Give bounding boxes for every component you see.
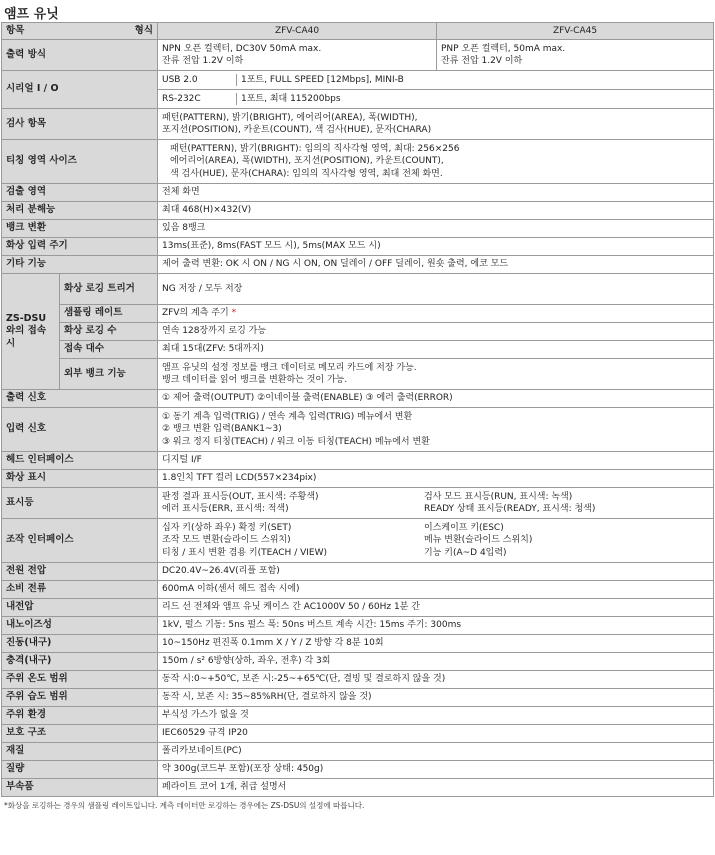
row-serial-usb: [2, 71, 714, 90]
indicator-right: [424, 491, 595, 516]
rs-value: 1포트, 최대 115200bps: [236, 93, 341, 106]
row-operation: [2, 519, 714, 563]
sub-label: 화상 로깅 트리거: [60, 274, 158, 305]
row-value: 연속 128장까지 로깅 가능: [158, 323, 714, 341]
row-label: 부속품: [2, 779, 158, 797]
indicator-left: [162, 491, 424, 516]
operation-right: [424, 522, 532, 560]
row-label: 출력 방식: [2, 40, 158, 71]
row-weight: [2, 761, 714, 779]
sampling-value: ZFV의 계측 주기: [162, 308, 229, 319]
row-withstand: [2, 599, 714, 617]
row-accessories: [2, 779, 714, 797]
row-temp: [2, 671, 714, 689]
row-value: 폴리카보네이트(PC): [158, 743, 714, 761]
usb-name: USB 2.0: [162, 74, 198, 85]
row-label: 입력 신호: [2, 408, 158, 452]
cell-line: 조작 모드 변환(슬라이드 스위치): [162, 535, 291, 546]
row-value: DC20.4V~26.4V(리플 포함): [158, 563, 714, 581]
row-value: 있음 8뱅크: [158, 220, 714, 238]
row-value: [158, 488, 714, 519]
row-value: 동작 시:0~+50℃, 보존 시:-25~+65℃(단, 결빙 및 결로하지 않을 것): [158, 671, 714, 689]
row-env: [2, 707, 714, 725]
row-value: 600mA 이하(센서 헤드 접속 시에): [158, 581, 714, 599]
row-value: [158, 359, 714, 390]
cell-line: 뱅크 데이터를 읽어 뱅크를 변환하는 것이 가능.: [162, 375, 348, 385]
sub-label: 샘플링 레이트: [60, 305, 158, 323]
row-value: [158, 109, 714, 140]
serial-sub-cell: [158, 90, 714, 109]
cell-line: 메뉴 변환(슬라이드 스위치): [424, 535, 533, 546]
row-teach-area: [2, 140, 714, 184]
footnote: *화상을 로깅하는 경우의 샘플링 레이트입니다. 계측 데이터만 로깅하는 경우에는 ZS-DSU의 설정에 따릅니다.: [4, 801, 365, 810]
row-zsdsu-sampling: [2, 305, 714, 323]
cell-line: 포지션(POSITION), 카운트(COUNT), 색 검사(HUE), 문자(CHARA): [162, 125, 432, 135]
row-vibration: [2, 635, 714, 653]
row-label: 소비 전류: [2, 581, 158, 599]
row-value: 최대 15대(ZFV: 5대까지): [158, 341, 714, 359]
row-value: 150m / s² 6방향(상하, 좌우, 전후) 각 3회: [158, 653, 714, 671]
cell-line: 색 검사(HUE), 문자(CHARA): 임의의 직사각형 영역, 최대 전체 화면.: [170, 168, 443, 179]
sub-label: 외부 뱅크 기능: [60, 359, 158, 390]
cell-line: 십자 키(상하 좌우) 확정 키(SET): [162, 522, 292, 533]
row-label: 내전압: [2, 599, 158, 617]
row-head-if: [2, 452, 714, 470]
row-label: 화상 표시: [2, 470, 158, 488]
row-value: 제어 출력 변환: OK 시 ON / NG 시 ON, ON 딜레이 / OFF 딜레이, 원숏 출력, 에코 모드: [158, 256, 714, 274]
row-label: 헤드 인터페이스: [2, 452, 158, 470]
row-label: 기타 기능: [2, 256, 158, 274]
row-value: [158, 140, 714, 184]
row-label: 표시등: [2, 488, 158, 519]
cell-line: ② 뱅크 변환 입력(BANK1~3): [162, 424, 282, 435]
cell-line: 잔류 전압 1.2V 이하: [162, 56, 244, 66]
cell-line: PNP 오픈 컬렉터, 50mA max.: [441, 43, 566, 54]
serial-sub-cell: [158, 71, 714, 90]
row-value: 동작 시, 보존 시: 35~85%RH(단, 결로하지 않을 것): [158, 689, 714, 707]
spec-table: [1, 22, 714, 797]
row-value: 디지털 I/F: [158, 452, 714, 470]
row-label: 충격(내구): [2, 653, 158, 671]
row-resolution: [2, 202, 714, 220]
row-label: 출력 신호: [2, 390, 158, 408]
cell-line: 기능 키(A~D 4입력): [424, 547, 507, 558]
row-value: ① 제어 출력(OUTPUT) ②이네이블 출력(ENABLE) ③ 에러 출력(ERROR): [158, 390, 714, 408]
rs-name: RS-232C: [162, 93, 201, 104]
row-value: 약 300g(코드부 포함)(포장 상태: 450g): [158, 761, 714, 779]
row-material: [2, 743, 714, 761]
row-label: 조작 인터페이스: [2, 519, 158, 563]
table-header-row: [2, 23, 714, 40]
row-value: 전체 화면: [158, 184, 714, 202]
row-noise: [2, 617, 714, 635]
ca40-output-cell: [158, 40, 437, 71]
row-value: [158, 519, 714, 563]
cell-line: 검사 모드 표시등(RUN, 표시색: 녹색): [424, 491, 573, 502]
row-protection: [2, 725, 714, 743]
row-input-signal: [2, 408, 714, 452]
header-ca40: ZFV-CA40: [158, 23, 437, 40]
row-value: 10~150Hz 편진폭 0.1mm X / Y / Z 방향 각 8분 10회: [158, 635, 714, 653]
row-label: 재질: [2, 743, 158, 761]
row-voltage: [2, 563, 714, 581]
row-label: 검출 영역: [2, 184, 158, 202]
header-item: 항목: [6, 24, 25, 36]
row-label: 주위 온도 범위: [2, 671, 158, 689]
row-detect-area: [2, 184, 714, 202]
row-label: 내노이즈성: [2, 617, 158, 635]
row-display: [2, 470, 714, 488]
row-indicator: [2, 488, 714, 519]
row-output-signal: [2, 390, 714, 408]
row-value: 1.8인치 TFT 컬러 LCD(557×234pix): [158, 470, 714, 488]
cell-line: 잔류 전압 1.2V 이하: [441, 56, 523, 66]
row-value: 페라이트 코어 1개, 취급 설명서: [158, 779, 714, 797]
sub-label: 접속 대수: [60, 341, 158, 359]
row-value: IEC60529 규격 IP20: [158, 725, 714, 743]
cell-line: ③ 워크 정지 티칭(TEACH) / 워크 이동 티칭(TEACH) 메뉴에서 변환: [162, 436, 430, 447]
row-value: 부식성 가스가 없을 것: [158, 707, 714, 725]
row-inspection: [2, 109, 714, 140]
cell-line: 패턴(PATTERN), 밝기(BRIGHT): 임의의 직사각형 영역, 최대: 256×256: [170, 143, 460, 154]
cell-line: 이스케이프 키(ESC): [424, 522, 504, 533]
row-value: NG 저장 / 모두 저장: [158, 274, 714, 305]
row-label: 화상 입력 주기: [2, 238, 158, 256]
row-label: 전원 전압: [2, 563, 158, 581]
cell-line: 에어리어(AREA), 폭(WIDTH), 포지션(POSITION), 카운트(COUNT),: [170, 156, 444, 167]
cell-line: ① 동기 계측 입력(TRIG) / 연속 계측 입력(TRIG) 메뉴에서 변환: [162, 411, 413, 422]
row-value: 13ms(표준), 8ms(FAST 모드 시), 5ms(MAX 모드 시): [158, 238, 714, 256]
row-value: 최대 468(H)×432(V): [158, 202, 714, 220]
row-label: 보호 구조: [2, 725, 158, 743]
row-label: 티칭 영역 사이즈: [2, 140, 158, 184]
cell-line: 티칭 / 표시 변환 겸용 키(TEACH / VIEW): [162, 547, 327, 558]
header-item-cell: [2, 23, 158, 40]
row-label: 검사 항목: [2, 109, 158, 140]
row-label: 처리 분해능: [2, 202, 158, 220]
row-output-method: [2, 40, 714, 71]
row-shock: [2, 653, 714, 671]
page-title: 앰프 유닛: [4, 7, 59, 22]
cell-line: READY 상태 표시등(READY, 표시색: 청색): [424, 504, 596, 514]
row-zsdsu-connect: [2, 341, 714, 359]
row-label: 진동(내구): [2, 635, 158, 653]
operation-left: [162, 522, 424, 560]
header-model: 형식: [134, 24, 153, 36]
cell-line: 패턴(PATTERN), 밝기(BRIGHT), 에어리어(AREA), 폭(WIDTH),: [162, 112, 418, 123]
row-value: 리드 선 전체와 앰프 유닛 케이스 간 AC1000V 50 / 60Hz 1분 간: [158, 599, 714, 617]
row-other: [2, 256, 714, 274]
row-value: [158, 305, 714, 323]
row-humidity: [2, 689, 714, 707]
row-value: 1kV, 펄스 기동: 5ns 펄스 폭: 50ns 버스트 계속 시간: 15ms 주기: 300ms: [158, 617, 714, 635]
row-label: 주위 습도 범위: [2, 689, 158, 707]
footnote-mark: *: [231, 308, 237, 319]
header-ca45: ZFV-CA45: [437, 23, 714, 40]
cell-line: 에러 표시등(ERR, 표시색: 적색): [162, 504, 289, 514]
ca45-output-cell: [437, 40, 714, 71]
sub-label: 화상 로깅 수: [60, 323, 158, 341]
row-zsdsu-count: [2, 323, 714, 341]
row-bank: [2, 220, 714, 238]
cell-line: NPN 오픈 컬렉터, DC30V 50mA max.: [162, 43, 322, 54]
row-input-period: [2, 238, 714, 256]
row-current: [2, 581, 714, 599]
cell-line: 판정 결과 표시등(OUT, 표시색: 주황색): [162, 491, 319, 502]
row-value: [158, 408, 714, 452]
row-label: 질량: [2, 761, 158, 779]
cell-line: 앰프 유닛의 설정 정보를 뱅크 데이터로 메모리 카드에 저장 가능.: [162, 362, 417, 373]
row-label: ZS-DSU 와의 접속 시: [2, 274, 60, 390]
row-label: 뱅크 변환: [2, 220, 158, 238]
usb-value: 1포트, FULL SPEED [12Mbps], MINI-B: [236, 74, 404, 87]
row-zsdsu-trigger: [2, 274, 714, 305]
row-zsdsu-ext-bank: [2, 359, 714, 390]
row-label: 시리얼 I / O: [2, 71, 158, 109]
row-label: 주위 환경: [2, 707, 158, 725]
